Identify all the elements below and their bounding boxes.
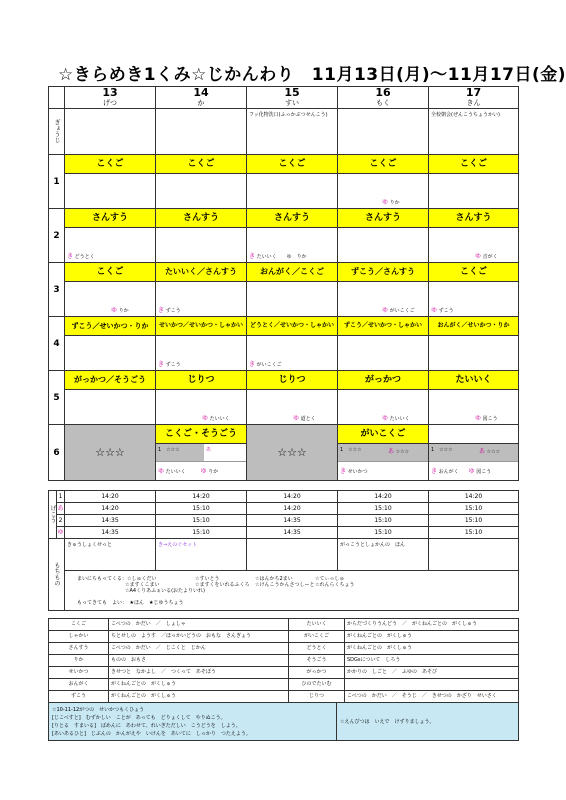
subject-cell: こくご: [65, 263, 155, 282]
goal-text: ものの おもさ: [109, 655, 289, 667]
subject-cell: どうとく／せいかつ・しゃかい: [247, 317, 337, 336]
teacher-note: ずこう: [438, 308, 454, 314]
goal-text: こべつの かだい ／ しょしゃ: [109, 619, 289, 631]
subject-cell: こくご: [429, 155, 518, 174]
teacher-note: たいいく: [165, 469, 186, 475]
teacher-note: たいいく: [209, 416, 230, 422]
subject-cell: こくご: [247, 155, 337, 174]
subject-name: せいかつ: [49, 667, 109, 679]
teacher-note: せいかつ: [347, 469, 368, 475]
period-number: 1: [49, 155, 65, 209]
stars-block: ☆☆☆: [247, 425, 338, 481]
subject-cell: さんすう: [156, 209, 246, 228]
stars-block: ☆☆☆: [65, 425, 156, 481]
subject-cell: ずこう／せいかつ・しゃかい: [338, 317, 428, 336]
subject-name: りか: [49, 655, 109, 667]
subject-cell: さんすう: [338, 209, 428, 228]
period-number: 2: [49, 209, 65, 263]
subject-cell: ずこう／せいかつ・りか: [65, 317, 155, 336]
subject-cell: がっかつ: [338, 371, 428, 390]
belongings-label: もちもの: [49, 539, 65, 611]
dismissal-time: 14:20: [156, 491, 247, 503]
dismissal-time: 15:10: [429, 503, 519, 515]
goal-text: こべつの かだい ／ そうじ ／ きせつの かざり せいさく: [345, 691, 519, 703]
dismissal-time: 14:20: [65, 503, 156, 515]
footer-box: [48, 702, 519, 741]
subject-name: じりつ: [289, 691, 345, 703]
teacher-note: たいいく ゆ りか: [256, 254, 307, 260]
day-of-week: か: [197, 99, 205, 107]
goal-text: がくねんごとの がくしゅう: [109, 679, 289, 691]
page-title: ☆きらめき1くみ☆じかんわり 11月13日(月)～11月17日(金): [58, 65, 566, 85]
subject-name: どうとく: [289, 643, 345, 655]
teacher-note: たいいく: [389, 416, 410, 422]
day-of-week: きん: [466, 99, 481, 107]
belongings-cell: [429, 539, 519, 571]
route-number: あ: [57, 503, 65, 515]
subject-cell: さんすう: [429, 209, 518, 228]
subject-name: ひのでたいむ: [289, 679, 345, 691]
subject-cell: せいかつ／せいかつ・しゃかい: [156, 317, 246, 336]
pencil-note: ☆えんぴつは いえで けずりましょう。: [337, 703, 519, 741]
subject-name: がいこくご: [289, 631, 345, 643]
period-number: 4: [49, 317, 65, 371]
dismissal-time: 15:10: [429, 515, 519, 527]
teacher-note: りか: [208, 469, 219, 475]
belongings-cell: き→えのぐセット: [156, 539, 247, 571]
group-b: ☆☆☆: [486, 449, 501, 455]
dismissal-time: 15:10: [338, 503, 429, 515]
teacher-note: がいこくご: [256, 362, 282, 368]
period-number: 3: [49, 263, 65, 317]
event-cell: [156, 109, 247, 155]
day-of-week: すい: [285, 99, 299, 107]
dismissal-time: 15:10: [156, 515, 247, 527]
subject-name: しゃかい: [49, 631, 109, 643]
subject-cell: たいいく: [429, 371, 518, 390]
dismissal-time: 14:20: [247, 491, 338, 503]
teacher-note: 図こう: [482, 416, 498, 422]
goal-text: かかりの しごと ／ ふゆの あそび: [345, 667, 519, 679]
dismissal-time: 14:20: [65, 491, 156, 503]
event-cell: フッ化物洗口(ふっかぶつせんこう): [247, 109, 338, 155]
teacher-note: りか: [389, 200, 400, 206]
dismissal-time: 14:20: [429, 491, 519, 503]
dismissal-time: 15:10: [338, 515, 429, 527]
events-label: ぎょうじ: [49, 109, 65, 155]
belongings-cell: がっこうとしょかんの ほん: [338, 539, 429, 571]
subject-name: さんすう: [49, 643, 109, 655]
event-cell: [338, 109, 429, 155]
subject-cell: さんすう: [247, 209, 337, 228]
event-cell: 全校朝会(ぜんこうちょうかい): [429, 109, 519, 155]
goal-text: がくねんごとの がくしゅう: [345, 631, 519, 643]
group-a: 1 ☆☆☆: [340, 447, 362, 453]
group-b: ☆☆☆: [395, 449, 410, 455]
life-goal: [りとる すまいる] ばめんに あわせて、れいぎただしい こうどうを しよう。: [52, 722, 241, 729]
teacher-note: 音がく: [482, 254, 498, 260]
teacher-note: がいこくご: [389, 308, 415, 314]
goal-text: きせつと なかよし ／ つくって あそぼう: [109, 667, 289, 679]
corner-cell: [49, 87, 65, 109]
dismissal-time: 14:20: [247, 503, 338, 515]
subject-name: たいいく: [289, 619, 345, 631]
day-date: 17: [465, 86, 482, 99]
route-number: 2: [57, 515, 65, 527]
subject-cell: こくご: [429, 263, 518, 282]
teacher-note: りか: [118, 308, 129, 314]
subject-cell: おんがく／せいかつ・りか: [429, 317, 518, 336]
life-goal: [じこべすと] むずかしい ことが あっても どりょくして やりぬこう。: [52, 714, 226, 721]
route-number: 1: [57, 491, 65, 503]
period-number: 6: [49, 425, 65, 481]
dismissal-time: 14:20: [338, 491, 429, 503]
subject-cell: おんがく／こくご: [247, 263, 337, 282]
subject-name: ずこう: [49, 691, 109, 703]
teacher-note: 図こう: [476, 469, 492, 475]
subject-cell: たいいく／さんすう: [156, 263, 246, 282]
subject-cell: がっかつ／そうごう: [65, 371, 155, 390]
subject-cell: ずこう／さんすう: [338, 263, 428, 282]
goal-text: ちとせしの ようす ／ほっかいどうの おもな さんぎょう: [109, 631, 289, 643]
dismissal-time: 14:35: [247, 527, 338, 539]
day-of-week: もく: [376, 99, 390, 107]
timetable: 13 げつ 14 か 15 すい 16 もく 17 きん ぎょうじ フッ化物洗口(ふっかぶつせんこう) 全校朝会(ぜんこうちょうかい) 1 こくご こくご こくご こくご ゆ りか こくご 2 さんすう き どうとく さんすう さんすう き たいいく ゆ りか さんすう さんすう ゆ 音がく 3 こくご ゆ りか たいいく／さんすう き ずこう おんがく／こくご ずこう／さんすう ゆ がいこくご こくご ゆ ずこう 4 ずこう／せいかつ・りか せいかつ／せいかつ・しゃかい き ずこう どうとく／せいかつ・しゃかい き がいこくご ずこう／せいかつ・しゃかい おんがく／せいかつ・りか 5 がっかつ／そうごう じりつ ゆ たいいく じりつ ゆ 道とく がっかつ ゆ たいいく たいいく ゆ 図こう 6 ☆☆☆ こくご・そうごう 1 ☆☆☆ あ ゆ たいいく ゆ りか ☆☆☆ がいこくご 1 ☆☆☆ あ ☆☆☆ き せいかつ 1 ☆☆☆ あ ☆☆☆ き おんがく ゆ 図こう: [48, 86, 519, 481]
route-number: ゆ: [57, 527, 65, 539]
day-date: 13: [102, 86, 118, 99]
life-goal: [あいあるひと] じぶんの かんがえや いけんを あいてに しっかり つたえよう。: [52, 730, 251, 737]
goals-table: [48, 618, 519, 703]
dismissal-time: 14:35: [65, 527, 156, 539]
teacher-note: ずこう: [165, 362, 181, 368]
day-date: 15: [284, 86, 300, 99]
teacher-note: 道とく: [300, 416, 316, 422]
goal-text: SDGsについて しろう: [345, 655, 519, 667]
group-a: 1 ☆☆☆: [156, 444, 204, 461]
group-a: 1 ☆☆☆: [431, 447, 453, 453]
dismissal-label: げこう: [49, 491, 57, 539]
goal-text: からだづくりうんどう ／ がくねんごとの がくしゅう: [345, 619, 519, 631]
subject-name: そうごう: [289, 655, 345, 667]
dismissal-time: 15:10: [156, 527, 247, 539]
dismissal-time: 15:10: [338, 527, 429, 539]
teacher-note: ずこう: [165, 308, 181, 314]
goal-text: がくねんごとの がくしゅう: [345, 643, 519, 655]
subject-cell: がいこくご: [338, 425, 428, 444]
subject-cell: じりつ: [156, 371, 246, 390]
subject-cell: こくご: [338, 155, 428, 174]
subject-cell: こくご・そうごう: [156, 425, 246, 444]
dismissal-time: 15:10: [156, 503, 247, 515]
teacher-note: おんがく: [438, 469, 459, 475]
day-of-week: げつ: [103, 99, 117, 107]
goal-text: こべつの かだい ／ じこくと じかん: [109, 643, 289, 655]
teacher-note: どうとく: [74, 254, 95, 260]
event-cell: [65, 109, 156, 155]
belongings-cell: [247, 539, 338, 571]
day-date: 16: [375, 86, 391, 99]
dismissal-time: 14:35: [247, 515, 338, 527]
life-goals: [49, 703, 337, 741]
subject-cell: こくご: [65, 155, 155, 174]
goal-text: [345, 679, 519, 691]
subject-name: こくご: [49, 619, 109, 631]
dismissal-table: [48, 490, 519, 611]
daily-belongings: まいにちもってくる：☆しゅくだい ☆ますくこまい ☆A4くりあふぁいる(おたよりいれ) ☆すいとう ☆ますくをいれるふくろ ☆はんかち2まい ☆けんこうかんさつしーと ☆てぃっしゅ ☆れんらくちょう もってきても よい： ★ほん ★じゆうちょう: [65, 571, 519, 611]
goal-text: がくねんごとの がくしゅう: [109, 691, 289, 703]
subject-cell: こくご: [156, 155, 246, 174]
subject-cell: じりつ: [247, 371, 337, 390]
belongings-cell: きゅうしょくせっと: [65, 539, 156, 571]
dismissal-time: 15:10: [429, 527, 519, 539]
life-goals-title: ☆10-11-12がつの せいかつもくひょう: [52, 706, 145, 713]
day-date: 14: [193, 86, 209, 99]
subject-cell: さんすう: [65, 209, 155, 228]
subject-name: おんがく: [49, 679, 109, 691]
dismissal-time: 14:35: [65, 515, 156, 527]
period-number: 5: [49, 371, 65, 425]
subject-name: がっかつ: [289, 667, 345, 679]
